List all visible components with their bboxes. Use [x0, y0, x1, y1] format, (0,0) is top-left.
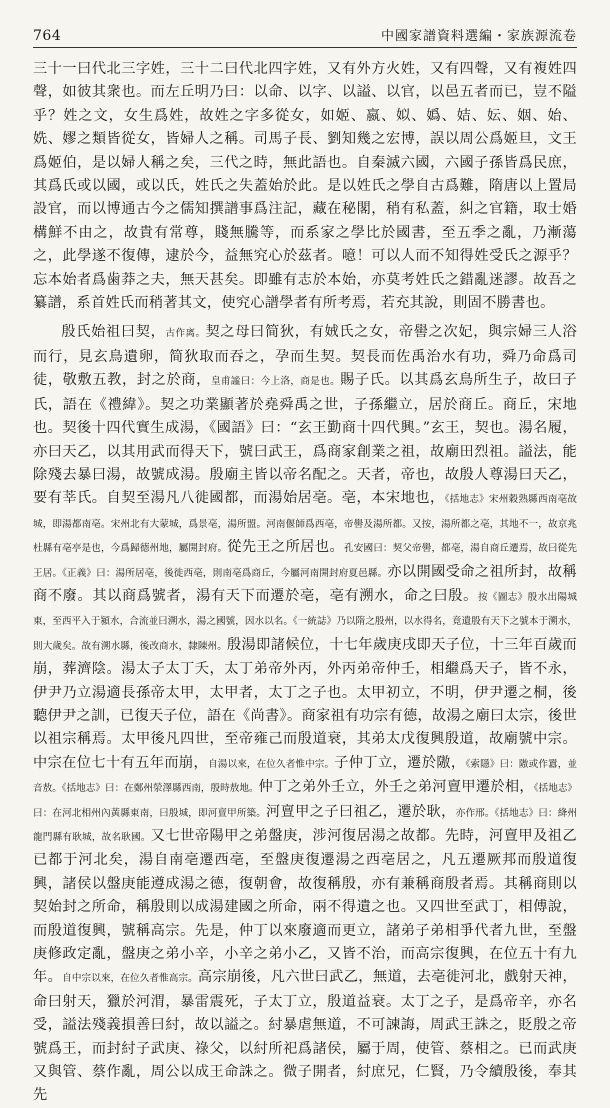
annotation-note: 自中宗以來，在位久者惟高宗。 — [62, 973, 198, 985]
text-segment: 子仲丁立，遷於隞， — [334, 754, 466, 771]
annotation-note: 自湯以來，在位久者惟中宗。 — [208, 758, 335, 770]
paragraph-2 — [33, 321, 577, 1107]
annotation-note: 《索隱》曰：隞或作囂，並音敖。《括地志》曰：在鄭州滎澤縣西南，殷時敖地。 — [33, 758, 578, 795]
page-number: 764 — [33, 28, 62, 44]
text-segment: 亦以開國受命之祖所封，故稱商不廢。其以商爲號者，湯有天下而遷於亳，亳有溯水，命之曰殷。 — [33, 563, 577, 604]
text-segment: 又七世帝陽甲之弟盤庚，涉河復居湯之故都。先時，河亶甲及祖乙已都于河北矣，湯自南亳遷西亳，至盤庚復遷湯之西亳居之，凡五遷厥邦而殷道復興，諸侯以盤庚能遵成湯之德，復朝會，故復稱殷，亦有兼稱商殷者焉。其稱商則以契始封之所命，稱殷則以成湯建國之所命，兩不得遺之也。又四世至武丁，相傅說，而殷道復興，號稱高宗。先是，仲丁以來廢適而更立，諸弟子弟相爭代者九世，至盤庚修政定亂，盤庚之弟小辛，小辛之弟小乙，又皆不治，而高宗復興，在位五十有九年。 — [33, 828, 578, 986]
page-header — [33, 22, 577, 48]
text-segment: 殷湯即諸候位，十七年歲庚戌即天子位，十三年百歲而崩，葬濟陰。湯太子太丁夭，太丁弟帝外丙，外丙弟帝仲壬，相繼爲天子，皆不永，伊尹乃立湯適長孫帝太甲，太甲者，太丁之子也。太甲初立，不明，伊尹遷之桐，後聽伊尹之訓，已復天子位，語在《尚書》。商家祖有功宗有德，故湯之廟曰太宗，後世以祖宗稱焉。太甲後凡四世，至帝雍己而殷道衰，其弟太戊復興殷道，故廟號中宗。中宗在位七十有五年而崩， — [33, 636, 578, 771]
text-segment: 河亶甲之子曰祖乙，遷於耿， — [265, 803, 456, 820]
text-segment: 殷氏始祖曰契， — [61, 324, 166, 341]
main-text — [33, 58, 578, 1104]
annotation-note: 亦作邢。《括地志》曰：絳州龍門縣有耿城，故名耿國。 — [33, 807, 577, 843]
text-segment: 從先王之所居也。 — [227, 539, 345, 556]
text-segment: 契之母曰简狄，有娀氏之女，帝嚳之次妃，與宗婦三人浴而行，見玄鳥遺卵，简狄取而吞之，孕而生契。契長而佐禹治水有功，舜乃命爲司徒，敬敷五教，封之於商， — [33, 324, 577, 389]
text-segment: 三十一曰代北三字姓，三十二曰代北四字姓，又有外方火姓，又有四聲，又有複姓四聲，如彼其衆也。而左丘明乃曰：以命、以字、以謚、以官，以邑五者而已，豈不隘乎？姓之文，女生爲姓，故姓之字多從女，如姬、嬴、姒、嬀、姞、妘、姻、始、姺、嫪之類皆從女，皆婦人之稱。司馬子長、劉知幾之宏博，誤以周公爲姬旦，文王爲姬伯，是以婦人稱之矣，三代之時，無此語也。自秦滅六國，六國子孫皆爲民庶，其爲氏或以國，或以氏，姓氏之失蓋始於此。是以姓氏之學自古爲難，隋唐以上置局設官，而以博通古今之儒知撰譜事爲注記，藏在秘閣，稍有私蓋，糾之官籍，取士婚構鮮不由之，故貴有常尊，賤無騰等，而系家之學比於國書，至五季之亂，乃漸蕩之，此學遂不復傳，逮於今，益無究心於茲者。噫！可以人而不知得姓受氏之源乎？忘本始者爲歯莽之夫，無天甚矣。即雖有志於本始，亦莫考姓氏之錯亂迷謬。故吾之纂譜，系首姓氏而稍著其文，使究心譜學者有所考焉，若充其說，則固不勝書也。 — [33, 61, 577, 312]
annotation-note: 《括地志》宋州穀熟縣西南亳故城，即湯都南亳。宋州北有大蒙城，爲景亳，湯所盟。河南偃師爲西亳，帝嚳及湯所都。又按，湯所都之亳，其地不一，故京兆杜縣有亳亭是也，今爲歸德州地，屬開封府。 — [33, 494, 577, 555]
annotation-note: 孔安國曰：契父帝嚳，都亳，湯自商丘遷焉，故曰從先王居。《正義》曰：湯所居亳，後徙西亳，則南亳爲商丘，今屬河南開封府夏邑縣。 — [33, 543, 578, 579]
text-segment: 高宗崩後，凡六世曰武乙，無道，去亳徙河北，戲射天神，命曰射天，獵於河渭，暴雷震死，子太丁立，殷道益衰。太丁之子，是爲帝辛，亦名受，謚法殘義損善曰紂，故以謚之。紂暴虐無道，不可諫誨，周武王誅之，貶殷之帝號爲王，而封紂子武庚、祿父，以紂所祀爲諸侯，屬于周，使管、蔡相之。已而武庚又與管、蔡作亂，周公以成王命誅之。微子開者，紂庶兄，仁賢，乃令續殷後，奉其先 — [33, 969, 577, 1104]
text-segment: 賜子氏。以其爲玄鳥所生子，故曰子氏，語在《禮緯》。契之功業顯著於堯舜禹之世，子孫繼立，居於商丘。商丘，宋地也。契後十四代實生成湯，《國語》曰：“玄王勤商十四代興。”玄王，契也。湯名履，亦曰天乙，以其用武而得天下，號曰武王，爲商家創業之祖，故廟田烈祖。謚法，能除殘去暴曰湯，故號成湯。殷廟主皆以帝名配之。天者，帝也，故殷人尊湯曰天乙，要有莘氏。自契至湯凡八徙國都，而湯始居亳。亳，本宋地也， — [33, 372, 577, 507]
text-segment: 仲丁之弟外壬立，外壬之弟河亶甲遷於相， — [258, 779, 534, 796]
annotation-note: 古作离。 — [165, 328, 206, 340]
annotation-note: 皇甫謐曰：今上洛，商是也。 — [210, 376, 341, 388]
paragraph-1 — [33, 58, 577, 315]
annotation-note: 按《圖志》殷水出陽城東，至西平入于潁水，合流並曰溯水，湯之國號，因水以名。《一統誌》乃以隋之殷州，以水得名，竟遺殷有天下之號本于溯水，則大歲矣。故有溯水縣，後改商水，隸陳州。 — [33, 591, 577, 652]
running-title: 中國家譜資料選編・家族源流卷 — [380, 29, 577, 44]
annotation-note: 《括地志》曰：在河北相州內黃縣東南，曰殷城，即河亶甲所築。 — [33, 783, 578, 819]
